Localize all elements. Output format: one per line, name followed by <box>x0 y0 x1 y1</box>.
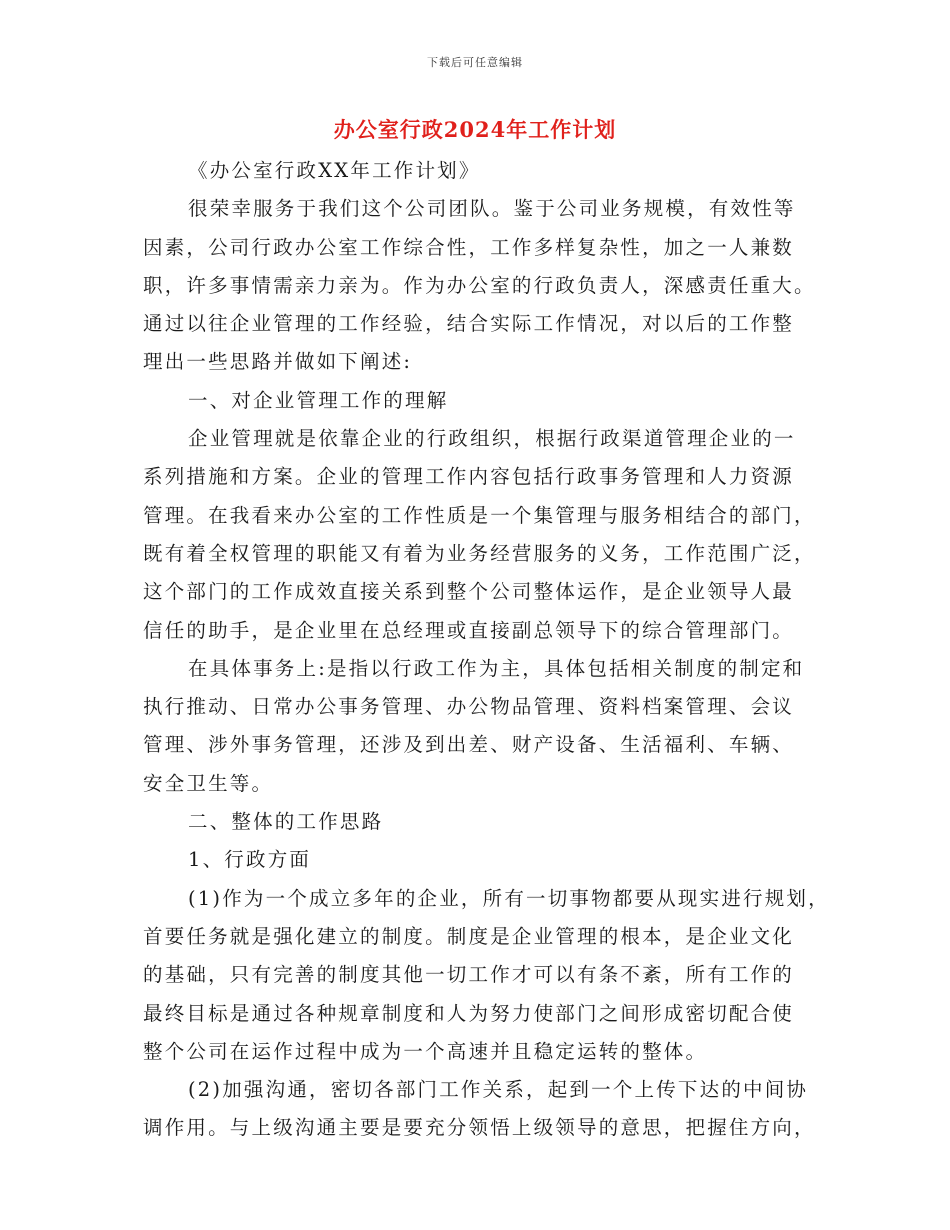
body-line: 管理、涉外事务管理，还涉及到出差、财产设备、生活福利、车辆、 <box>143 733 795 757</box>
body-line: 在具体事务上:是指以行政工作为主，具体包括相关制度的制定和 <box>188 656 805 680</box>
body-line: 一、对企业管理工作的理解 <box>188 388 449 412</box>
body-line: 通过以往企业管理的工作经验，结合实际工作情况，对以后的工作整 <box>143 312 795 336</box>
body-line: 信任的助手，是企业里在总经理或直接副总领导下的综合管理部门。 <box>143 618 795 642</box>
body-line: 整个公司在运作过程中成为一个高速并且稳定运转的整体。 <box>143 1039 708 1063</box>
body-line: 既有着全权管理的职能又有着为业务经营服务的义务，工作范围广泛， <box>143 541 816 565</box>
body-line: 首要任务就是强化建立的制度。制度是企业管理的根本，是企业文化 <box>143 924 795 948</box>
body-line: 的基础，只有完善的制度其他一切工作才可以有条不紊，所有工作的 <box>143 963 795 987</box>
body-line: 理出一些思路并做如下阐述: <box>143 350 413 374</box>
body-line: 系列措施和方案。企业的管理工作内容包括行政事务管理和人力资源 <box>143 465 795 489</box>
body-line: 安全卫生等。 <box>143 771 274 795</box>
body-line: 执行推动、日常办公事务管理、办公物品管理、资料档案管理、会议 <box>143 695 795 719</box>
body-line: 这个部门的工作成效直接关系到整个公司整体运作，是企业领导人最 <box>143 580 795 604</box>
body-line: 调作用。与上级沟通主要是要充分领悟上级领导的意思，把握住方向， <box>143 1116 816 1140</box>
body-line: 管理。在我看来办公室的工作性质是一个集管理与服务相结合的部门， <box>143 503 816 527</box>
body-line: 最终目标是通过各种规章制度和人为努力使部门之间形成密切配合使 <box>143 1001 795 1025</box>
page-header-note: 下载后可任意编辑 <box>427 56 523 69</box>
body-line: (1)作为一个成立多年的企业，所有一切事物都要从现实进行规划， <box>188 886 830 910</box>
body-line: 企业管理就是依靠企业的行政组织，根据行政渠道管理企业的一 <box>188 427 796 451</box>
body-line: 职，许多事情需亲力亲为。作为办公室的行政负责人，深感责任重大。 <box>143 273 816 297</box>
body-line: 因素，公司行政办公室工作综合性，工作多样复杂性，加之一人兼数 <box>143 235 795 259</box>
body-line: 1、行政方面 <box>188 848 312 872</box>
body-line: 很荣幸服务于我们这个公司团队。鉴于公司业务规模，有效性等 <box>188 197 796 221</box>
document-body <box>143 152 830 1148</box>
body-line: 二、整体的工作思路 <box>188 810 384 834</box>
document-title: 办公室行政2024年工作计划 <box>333 117 617 142</box>
body-line: 《办公室行政XX年工作计划》 <box>188 159 481 182</box>
body-line: (2)加强沟通，密切各部门工作关系，起到一个上传下达的中间协 <box>188 1078 809 1102</box>
